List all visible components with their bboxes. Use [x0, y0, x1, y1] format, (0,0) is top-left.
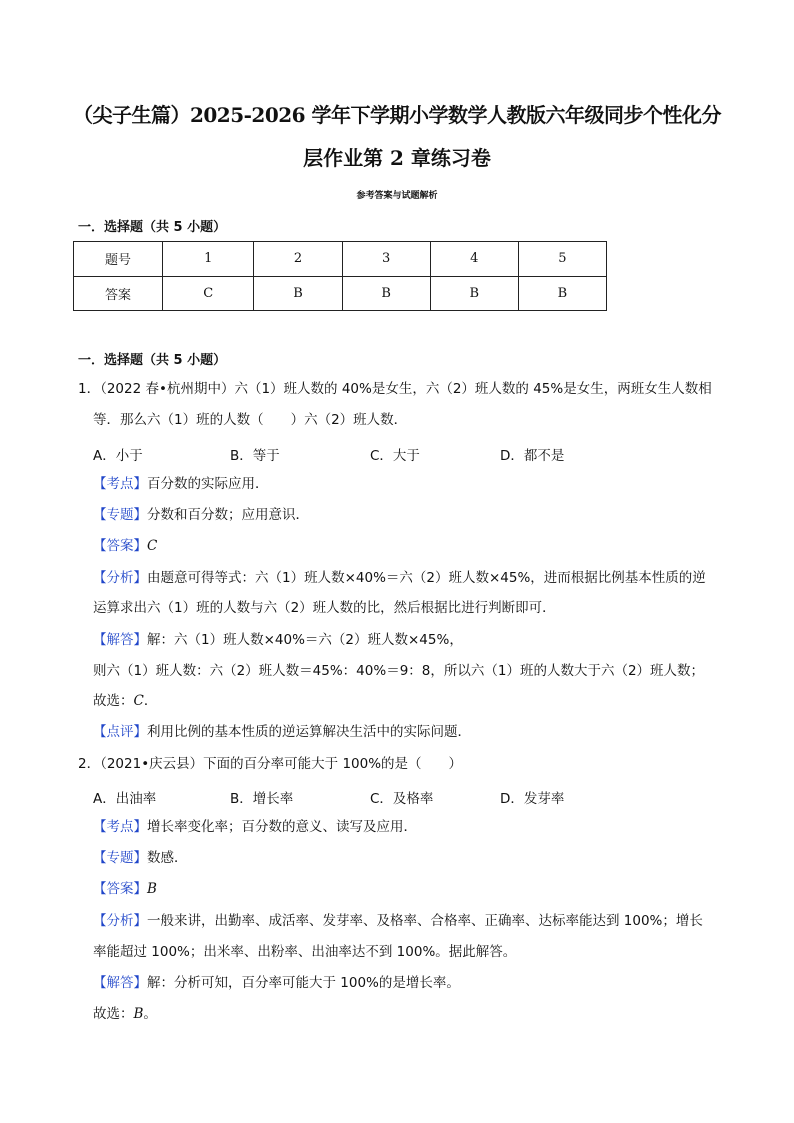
label-tag: 【解答】: [93, 975, 147, 991]
q2-kaodian: [93, 817, 417, 837]
choice-suffix: 。: [143, 1006, 157, 1022]
answer-table: [73, 241, 607, 311]
q2-jieda: [93, 973, 460, 993]
table-row: [74, 276, 607, 311]
table-cell: 4: [430, 242, 518, 277]
q2-fenxi: [93, 911, 703, 931]
label-tag: 【分析】: [93, 570, 147, 586]
table-header-cell: 答案: [74, 276, 163, 311]
choice-prefix: 故选：: [93, 1006, 134, 1022]
q1-kaodian: [93, 474, 269, 494]
label-tag: 【答案】: [93, 538, 147, 554]
zhuanti-text: 数感．: [147, 850, 188, 866]
q2-option-b: B．增长率: [230, 791, 294, 807]
fenxi-text: 由题意可得等式：六（1）班人数×40%＝六（2）班人数×45%，进而根据比例基本性质的逆: [147, 570, 706, 586]
label-tag: 【考点】: [93, 476, 147, 492]
jieda-text: 解：六（1）班人数×40%＝六（2）班人数×45%，: [147, 632, 463, 648]
choice-suffix: ．: [143, 693, 158, 709]
label-tag: 【点评】: [93, 724, 147, 740]
q1-jieda-line-3: [93, 691, 157, 711]
document-title-line-1: （尖子生篇）2025-2026 学年下学期小学数学人教版六年级同步个性化分: [72, 103, 722, 127]
table-cell: B: [518, 276, 606, 311]
q2-option-a: A．出油率: [93, 791, 157, 807]
table-cell: 2: [254, 242, 342, 277]
question-1-stem: 1．（2022 春•杭州期中）六（1）班人数的 40%是女生，六（2）班人数的 45%是女生，两班女生人数相: [78, 381, 712, 397]
document-title-line-2: 层作业第 2 章练习卷: [303, 146, 491, 170]
zhuanti-text: 分数和百分数；应用意识．: [147, 507, 309, 523]
q1-jieda: [93, 630, 463, 650]
q1-fenxi: [93, 568, 706, 588]
kaodian-text: 增长率变化率；百分数的意义、读写及应用．: [147, 819, 417, 835]
table-cell: C: [163, 276, 254, 311]
choice-answer: B: [133, 1006, 144, 1022]
q1-option-c: C．大于: [370, 448, 420, 464]
q1-dianping: [93, 722, 471, 742]
question-2-stem: 2．（2021•庆云县）下面的百分率可能大于 100%的是（ ）: [78, 756, 463, 772]
q2-zhuanti: [93, 848, 188, 868]
choice-answer: C: [133, 693, 144, 709]
q1-fenxi-cont: 运算求出六（1）班的人数与六（2）班人数的比，然后根据比进行判断即可．: [93, 600, 556, 616]
section-header: 一．选择题（共 5 小题）: [78, 353, 227, 368]
table-cell: 1: [163, 242, 254, 277]
jieda-text: 解：分析可知，百分率可能大于 100%的是增长率。: [147, 975, 460, 991]
answer-text: B: [147, 881, 157, 897]
q2-option-c: C．及格率: [370, 791, 434, 807]
q1-jieda-line-2: 则六（1）班人数：六（2）班人数＝45%：40%＝9：8，所以六（1）班的人数大于六（2）班人数；: [93, 663, 705, 679]
dianping-text: 利用比例的基本性质的逆运算解决生活中的实际问题．: [147, 724, 471, 740]
section-header: 一．选择题（共 5 小题）: [78, 220, 227, 235]
q1-option-d: D．都不是: [500, 448, 565, 464]
question-1-stem-cont: 等．那么六（1）班的人数（ ）六（2）班人数．: [93, 412, 408, 428]
label-tag: 【考点】: [93, 819, 147, 835]
table-cell: B: [254, 276, 342, 311]
label-tag: 【专题】: [93, 507, 147, 523]
q1-option-b: B．等于: [230, 448, 280, 464]
answer-text: C: [147, 538, 158, 554]
fenxi-text: 一般来讲，出勤率、成活率、发芽率、及格率、合格率、正确率、达标率能达到 100%；增长: [147, 913, 703, 929]
q2-daan: [93, 879, 157, 899]
label-tag: 【分析】: [93, 913, 147, 929]
document-subtitle: 参考答案与试题解析: [356, 191, 438, 201]
table-cell: 3: [342, 242, 430, 277]
q2-fenxi-cont: 率能超过 100%；出米率、出粉率、出油率达不到 100%。据此解答。: [93, 944, 517, 960]
table-cell: B: [430, 276, 518, 311]
q1-option-a: A．小于: [93, 448, 143, 464]
choice-prefix: 故选：: [93, 693, 134, 709]
label-tag: 【专题】: [93, 850, 147, 866]
table-cell: B: [342, 276, 430, 311]
table-cell: 5: [518, 242, 606, 277]
kaodian-text: 百分数的实际应用．: [147, 476, 269, 492]
label-tag: 【解答】: [93, 632, 147, 648]
table-row: [74, 242, 607, 277]
table-header-cell: 题号: [74, 242, 163, 277]
q1-zhuanti: [93, 505, 309, 525]
q1-daan: [93, 536, 157, 556]
q2-jieda-line-2: [93, 1004, 157, 1024]
label-tag: 【答案】: [93, 881, 147, 897]
q2-option-d: D．发芽率: [500, 791, 565, 807]
